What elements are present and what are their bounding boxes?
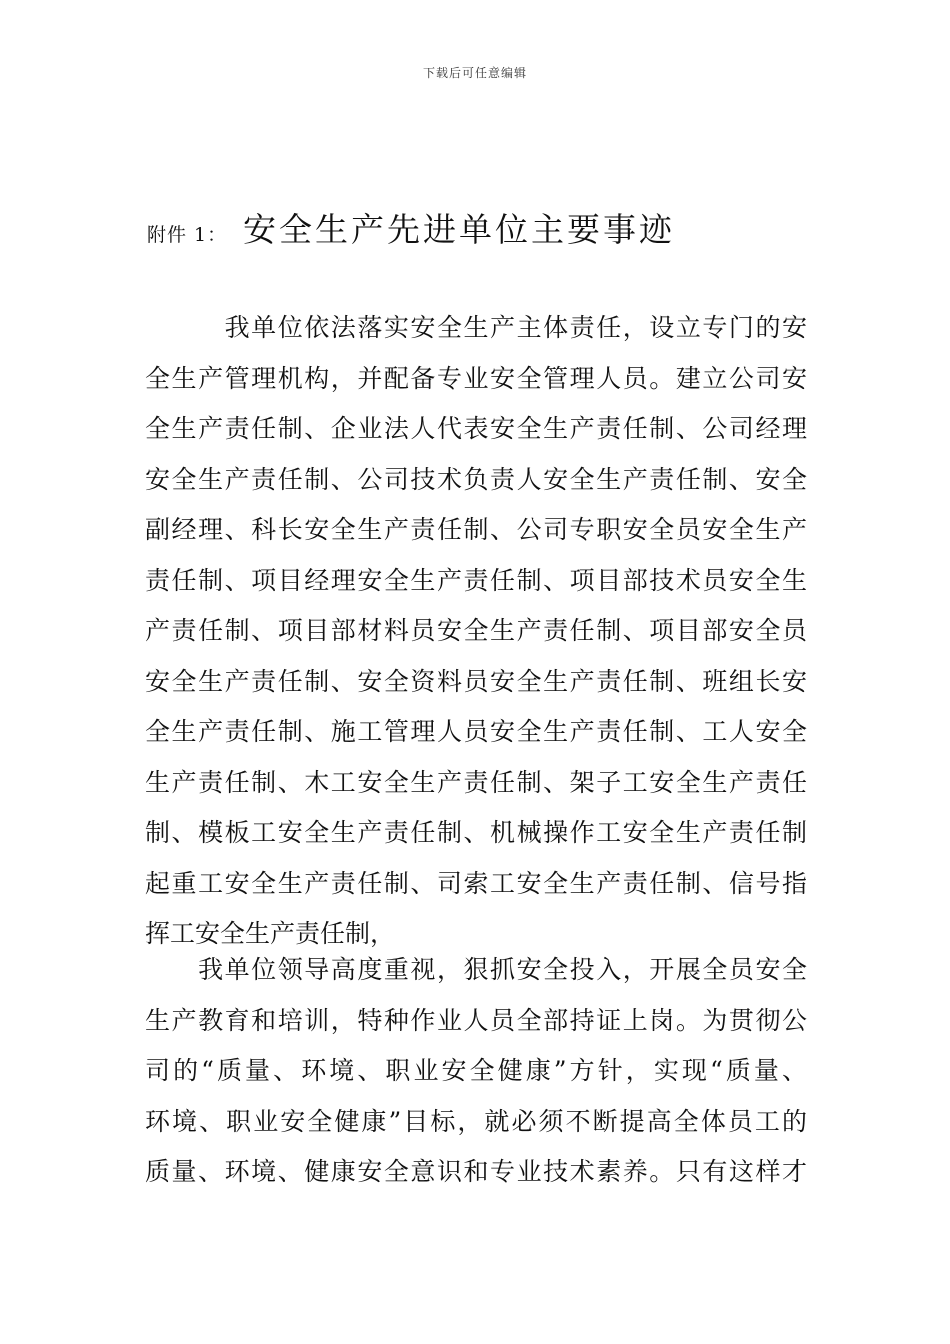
text-line: 安全生产责任制、公司技术负责人安全生产责任制、安全 <box>145 464 807 494</box>
text-line: 质量、环境、健康安全意识和专业技术素养。只有这样才 <box>145 1157 807 1186</box>
text-line: 副经理、科长安全生产责任制、公司专职安全员安全生产 <box>145 515 807 544</box>
paragraph-1 <box>145 303 807 960</box>
text-line: 全生产责任制、企业法人代表安全生产责任制、公司经理 <box>145 414 807 443</box>
text-line: 挥工安全生产责任制， <box>145 919 396 948</box>
text-line: 全生产责任制、施工管理人员安全生产责任制、工人安全 <box>145 717 807 746</box>
page-header-note: 下载后可任意编辑 <box>422 66 527 80</box>
document-title: 安全生产先进单位主要事迹 <box>243 210 675 249</box>
text-line: 安全生产责任制、安全资料员安全生产责任制、班组长安 <box>145 666 807 696</box>
text-line: 责任制、项目经理安全生产责任制、项目部技术员安全生 <box>145 565 807 595</box>
text-line: 制、模板工安全生产责任制、机械操作工安全生产责任制 <box>145 818 807 847</box>
text-line: 司的“质量、环境、职业安全健康”方针，实现“质量、 <box>145 1056 807 1085</box>
text-line: 产责任制、项目部材料员安全生产责任制、项目部安全员 <box>145 616 807 645</box>
text-line: 起重工安全生产责任制、司索工安全生产责任制、信号指 <box>145 868 807 898</box>
text-line: 生产责任制、木工安全生产责任制、架子工安全生产责任 <box>145 767 807 797</box>
text-line: 生产教育和培训，特种作业人员全部持证上岗。为贯彻公 <box>145 1005 807 1035</box>
paragraph-2 <box>145 945 807 1198</box>
attachment-label: 附件 1： <box>147 224 228 246</box>
text-line: 我单位领导高度重视，狠抓安全投入，开展全员安全 <box>145 955 807 984</box>
title-row <box>147 200 807 252</box>
text-line: 全生产管理机构，并配备专业安全管理人员。建立公司安 <box>145 363 807 393</box>
text-line: 我单位依法落实安全生产主体责任，设立专门的安 <box>145 313 807 342</box>
text-line: 环境、职业安全健康”目标，就必须不断提高全体员工的 <box>145 1106 807 1136</box>
